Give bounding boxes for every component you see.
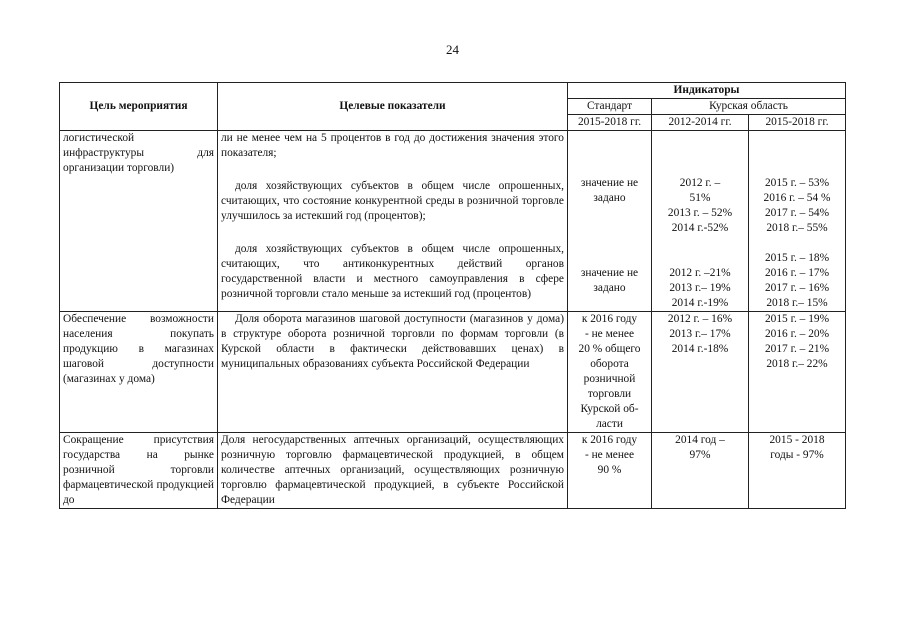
standard-cell bbox=[568, 433, 652, 509]
standard-value: 90 % bbox=[597, 464, 622, 476]
target-text: доля хозяйствующих субъектов в общем числе опрошенных, считающих, что состояние конкурентной среды в розничной торговле улучшилось за истекший год (процентов); bbox=[221, 180, 564, 222]
indicator-value: 2017 г. – 16% bbox=[764, 282, 830, 294]
targets-cell bbox=[218, 312, 568, 433]
standard-value: к 2016 году bbox=[581, 313, 638, 325]
standard-value: - не менее bbox=[584, 328, 635, 340]
period-b-cell bbox=[749, 312, 846, 433]
indicator-value: 2012 г. –21% bbox=[669, 267, 731, 279]
header-row-1 bbox=[60, 83, 846, 99]
period-b-cell bbox=[749, 433, 846, 509]
standard-value: Курской об- bbox=[580, 403, 639, 415]
indicator-value: 2014 г.-52% bbox=[671, 222, 729, 234]
header-std-period: 2015-2018 гг. bbox=[568, 115, 652, 131]
table-row bbox=[60, 131, 846, 312]
header-goal: Цель мероприятия bbox=[60, 83, 218, 131]
header-period-a: 2012-2014 гг. bbox=[652, 115, 749, 131]
indicator-value: 2016 г. – 20% bbox=[764, 328, 830, 340]
period-a-cell bbox=[652, 131, 749, 312]
standard-value: оборота bbox=[590, 358, 629, 370]
indicator-value: 2014 г.-18% bbox=[671, 343, 729, 355]
indicator-value: 2016 г. – 54 % bbox=[763, 192, 831, 204]
indicator-value: 2014 год – bbox=[675, 434, 725, 446]
standard-cell bbox=[568, 312, 652, 433]
page-number: 24 bbox=[446, 42, 459, 57]
indicator-value: 2012 г. – 16% bbox=[667, 313, 733, 325]
indicator-value: 2018 г.– 22% bbox=[766, 358, 828, 370]
indicator-value: 2018 г.– 55% bbox=[766, 222, 828, 234]
standard-value: - не менее bbox=[584, 449, 635, 461]
target-text: Доля оборота магазинов шаговой доступности (магазинов у дома) в структуре оборота розничной торговли по формам торговли (в Курской области в фактически действовавших ценах) в муниципальных образованиях субъекта Российской Федерации bbox=[221, 313, 564, 370]
indicator-value: 2014 г.-19% bbox=[671, 297, 729, 309]
standard-value: ласти bbox=[596, 418, 623, 430]
indicator-value: 97% bbox=[689, 449, 711, 461]
indicator-value: 2013 г.– 19% bbox=[669, 282, 731, 294]
goal-cell: Сокращение присутствия государства на рынке розничной торговли фармацевтической продукцией до bbox=[60, 433, 218, 509]
target-text: ли не менее чем на 5 процентов в год до достижения значения этого показателя; bbox=[221, 132, 564, 159]
goal-cell: логистической инфраструктуры для организации торговли) bbox=[60, 131, 218, 312]
standard-value: значение не задано bbox=[580, 267, 639, 294]
targets-cell bbox=[218, 131, 568, 312]
indicator-value: 2018 г.– 15% bbox=[766, 297, 828, 309]
period-a-cell bbox=[652, 312, 749, 433]
indicator-value: 51% bbox=[689, 192, 711, 204]
header-period-b: 2015-2018 гг. bbox=[749, 115, 846, 131]
indicators-table bbox=[59, 82, 846, 509]
standard-value: значение не задано bbox=[580, 177, 639, 204]
indicator-value: 2013 г. – 52% bbox=[667, 207, 733, 219]
standard-value: 20 % общего bbox=[578, 343, 641, 355]
indicator-value: 2017 г. – 21% bbox=[764, 343, 830, 355]
target-text: Доля негосударственных аптечных организаций, осуществляющих розничную торговлю фармацевтической продукцией, в общем количестве аптечных организаций, осуществляющих розничную торговлю фармацевтической продукцией, в субъекте Российской Федерации bbox=[221, 434, 564, 506]
table-row bbox=[60, 433, 846, 509]
standard-cell bbox=[568, 131, 652, 312]
period-b-cell bbox=[749, 131, 846, 312]
header-indicators: Индикаторы bbox=[568, 83, 846, 99]
standard-value: торговли bbox=[587, 388, 632, 400]
header-region: Курская область bbox=[652, 99, 846, 115]
indicator-value: 2015 г. – 18% bbox=[764, 252, 830, 264]
indicator-value: годы - 97% bbox=[770, 449, 824, 461]
targets-cell bbox=[218, 433, 568, 509]
indicator-value: 2015 - 2018 bbox=[769, 434, 825, 446]
indicator-value: 2015 г. – 19% bbox=[764, 313, 830, 325]
indicator-value: 2017 г. – 54% bbox=[764, 207, 830, 219]
standard-value: к 2016 году bbox=[581, 434, 638, 446]
standard-value: розничной bbox=[583, 373, 636, 385]
indicator-value: 2012 г. – bbox=[679, 177, 721, 189]
target-text: доля хозяйствующих субъектов в общем числе опрошенных, считающих, что антиконкурентных действий органов государственной власти и местного самоуправления в сфере розничной торговли стало меньше за истекший год (процентов) bbox=[221, 243, 564, 300]
period-a-cell bbox=[652, 433, 749, 509]
indicator-value: 2016 г. – 17% bbox=[764, 267, 830, 279]
goal-cell: Обеспечение возможности населения покупать продукцию в магазинах шаговой доступности (магазинах у дома) bbox=[60, 312, 218, 433]
header-targets: Целевые показатели bbox=[218, 83, 568, 131]
header-standard: Стандарт bbox=[568, 99, 652, 115]
indicator-value: 2013 г.– 17% bbox=[669, 328, 731, 340]
indicator-value: 2015 г. – 53% bbox=[764, 177, 830, 189]
table-row bbox=[60, 312, 846, 433]
